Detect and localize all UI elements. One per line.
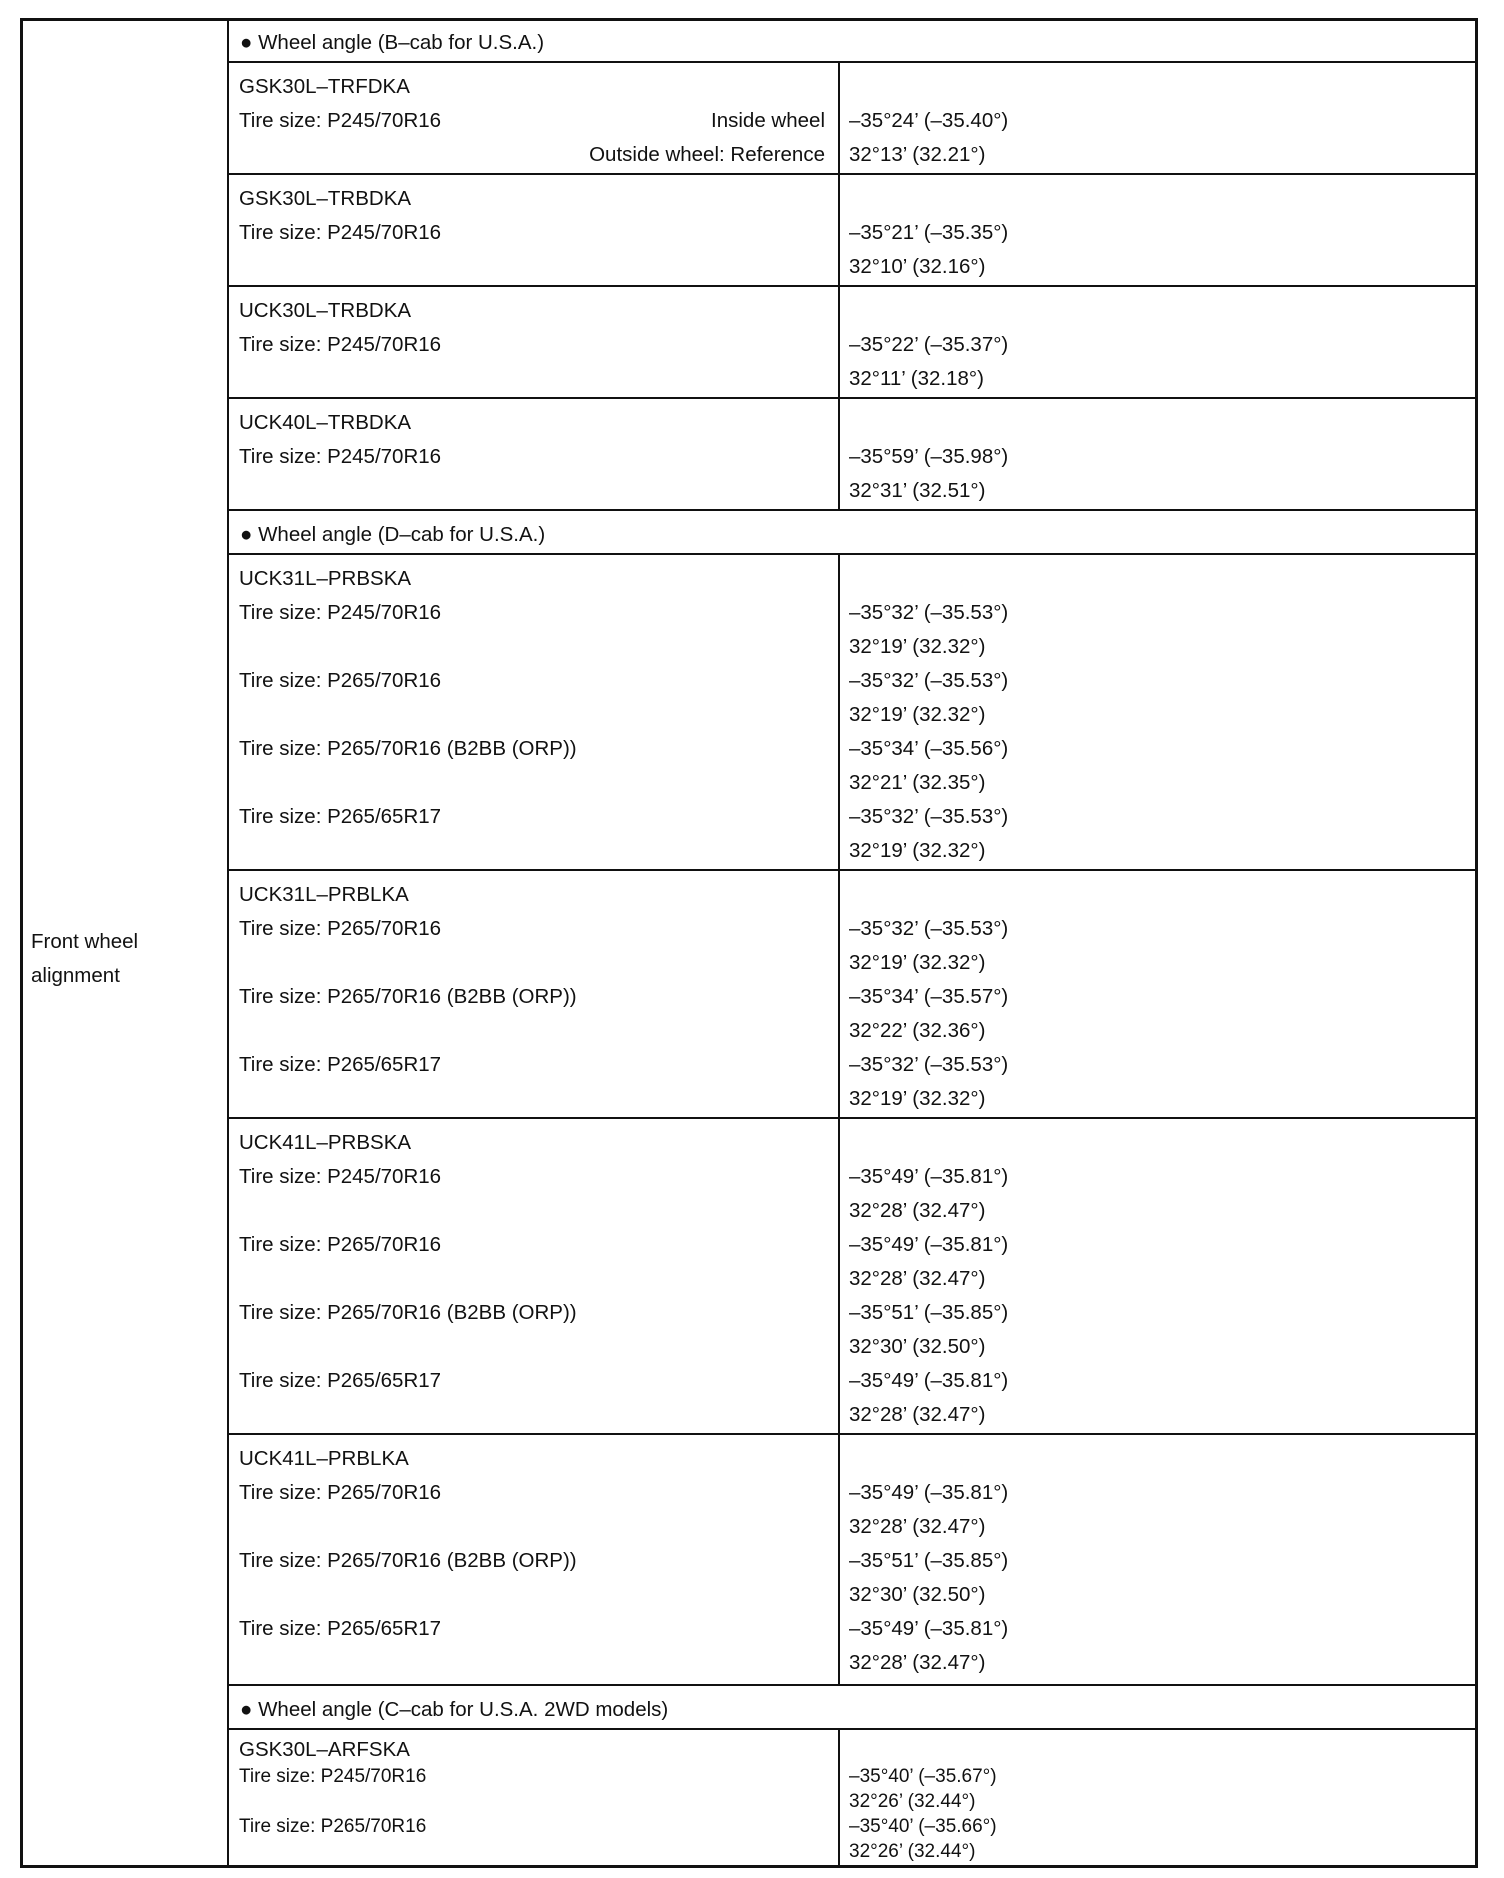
- row-divider: [227, 553, 1478, 555]
- tire-size-label: Tire size: P245/70R16: [239, 109, 442, 132]
- row-label-line-1: Front wheel: [31, 930, 139, 953]
- outside-wheel-value: 32°28’ (32.47°): [849, 1651, 986, 1674]
- outside-wheel-value: 32°28’ (32.47°): [849, 1515, 986, 1538]
- inside-wheel-value: –35°34’ (–35.56°): [849, 737, 1009, 760]
- inside-wheel-value: –35°22’ (–35.37°): [849, 333, 1009, 356]
- outside-wheel-value: 32°11’ (32.18°): [849, 367, 984, 390]
- outside-wheel-value: 32°31’ (32.51°): [849, 479, 986, 502]
- tire-size-label: Tire size: P265/70R16 (B2BB (ORP)): [239, 1301, 577, 1324]
- inside-wheel-value: –35°32’ (–35.53°): [849, 1053, 1009, 1076]
- label-column-divider: [227, 18, 229, 1868]
- tire-size-label: Tire size: P245/70R16: [239, 333, 442, 356]
- inside-wheel-value: –35°49’ (–35.81°): [849, 1233, 1009, 1256]
- row-divider: [227, 1684, 1478, 1686]
- model-code: UCK30L–TRBDKA: [239, 299, 412, 322]
- outside-wheel-value: 32°28’ (32.47°): [849, 1403, 986, 1426]
- section-heading: ● Wheel angle (C–cab for U.S.A. 2WD models): [240, 1698, 669, 1721]
- outside-wheel-value: 32°22’ (32.36°): [849, 1019, 986, 1042]
- inside-wheel-value: –35°32’ (–35.53°): [849, 669, 1009, 692]
- inside-wheel-value: –35°49’ (–35.81°): [849, 1617, 1009, 1640]
- row-divider: [227, 1728, 1478, 1730]
- tire-size-label: Tire size: P265/65R17: [239, 1369, 442, 1392]
- inside-wheel-value: –35°51’ (–35.85°): [849, 1301, 1009, 1324]
- model-code: GSK30L–ARFSKA: [239, 1738, 410, 1761]
- tire-size-label: Tire size: P265/70R16 (B2BB (ORP)): [239, 985, 577, 1008]
- tire-size-label: Tire size: P265/70R16: [239, 1233, 442, 1256]
- section-heading: ● Wheel angle (D–cab for U.S.A.): [240, 523, 546, 546]
- outside-wheel-value: 32°30’ (32.50°): [849, 1583, 986, 1606]
- outside-wheel-value: 32°21’ (32.35°): [849, 771, 986, 794]
- outside-wheel-value: 32°13’ (32.21°): [849, 143, 986, 166]
- inside-wheel-value: –35°24’ (–35.40°): [849, 109, 1009, 132]
- value-column-divider: [838, 1728, 840, 1868]
- outside-wheel-value: 32°10’ (32.16°): [849, 255, 986, 278]
- row-divider: [227, 397, 1478, 399]
- inside-wheel-value: –35°51’ (–35.85°): [849, 1549, 1009, 1572]
- inside-wheel-value: –35°40’ (–35.66°): [849, 1816, 997, 1837]
- section-heading: ● Wheel angle (B–cab for U.S.A.): [240, 31, 545, 54]
- outside-wheel-value: 32°19’ (32.32°): [849, 703, 986, 726]
- tire-size-label: Tire size: P265/65R17: [239, 1617, 442, 1640]
- table-border: [20, 18, 1478, 1868]
- outside-wheel-value: 32°19’ (32.32°): [849, 635, 986, 658]
- outside-wheel-value: 32°19’ (32.32°): [849, 951, 986, 974]
- inside-wheel-value: –35°49’ (–35.81°): [849, 1165, 1009, 1188]
- model-code: UCK31L–PRBSKA: [239, 567, 412, 590]
- row-divider: [227, 61, 1478, 63]
- inside-wheel-value: –35°32’ (–35.53°): [849, 601, 1009, 624]
- outside-wheel-value: 32°26’ (32.44°): [849, 1791, 976, 1812]
- tire-size-label: Tire size: P245/70R16: [239, 601, 442, 624]
- tire-size-label: Tire size: P265/70R16 (B2BB (ORP)): [239, 737, 577, 760]
- inside-wheel-value: –35°59’ (–35.98°): [849, 445, 1009, 468]
- model-code: GSK30L–TRBDKA: [239, 187, 412, 210]
- tire-size-label: Tire size: P265/65R17: [239, 805, 442, 828]
- outside-wheel-value: 32°28’ (32.47°): [849, 1267, 986, 1290]
- outside-wheel-value: 32°28’ (32.47°): [849, 1199, 986, 1222]
- outside-wheel-value: 32°19’ (32.32°): [849, 1087, 986, 1110]
- tire-size-label: Tire size: P265/70R16: [239, 1481, 442, 1504]
- outside-wheel-value: 32°19’ (32.32°): [849, 839, 986, 862]
- tire-size-label: Tire size: P245/70R16: [239, 1165, 442, 1188]
- tire-size-label: Tire size: P245/70R16: [239, 445, 442, 468]
- tire-size-label: Tire size: P265/70R16: [239, 1816, 427, 1837]
- outside-wheel-label: Outside wheel: Reference: [589, 143, 825, 166]
- tire-size-label: Tire size: P265/70R16: [239, 669, 442, 692]
- inside-wheel-value: –35°49’ (–35.81°): [849, 1369, 1009, 1392]
- model-code: UCK31L–PRBLKA: [239, 883, 409, 906]
- tire-size-label: Tire size: P265/65R17: [239, 1053, 442, 1076]
- outside-wheel-value: 32°26’ (32.44°): [849, 1841, 976, 1862]
- model-code: GSK30L–TRFDKA: [239, 75, 410, 98]
- row-divider: [227, 1117, 1478, 1119]
- model-code: UCK41L–PRBSKA: [239, 1131, 412, 1154]
- inside-wheel-value: –35°32’ (–35.53°): [849, 805, 1009, 828]
- row-divider: [227, 1433, 1478, 1435]
- outside-wheel-value: 32°30’ (32.50°): [849, 1335, 986, 1358]
- tire-size-label: Tire size: P265/70R16: [239, 917, 442, 940]
- tire-size-label: Tire size: P245/70R16: [239, 221, 442, 244]
- row-divider: [227, 509, 1478, 511]
- inside-wheel-value: –35°49’ (–35.81°): [849, 1481, 1009, 1504]
- row-divider: [227, 869, 1478, 871]
- row-divider: [227, 173, 1478, 175]
- model-code: UCK40L–TRBDKA: [239, 411, 412, 434]
- inside-wheel-value: –35°32’ (–35.53°): [849, 917, 1009, 940]
- row-label-line-2: alignment: [31, 964, 120, 987]
- tire-size-label: Tire size: P265/70R16 (B2BB (ORP)): [239, 1549, 577, 1572]
- inside-wheel-value: –35°40’ (–35.67°): [849, 1766, 997, 1787]
- inside-wheel-value: –35°34’ (–35.57°): [849, 985, 1009, 1008]
- tire-size-label: Tire size: P245/70R16: [239, 1766, 427, 1787]
- row-divider: [227, 285, 1478, 287]
- inside-wheel-label: Inside wheel: [711, 109, 825, 132]
- model-code: UCK41L–PRBLKA: [239, 1447, 409, 1470]
- inside-wheel-value: –35°21’ (–35.35°): [849, 221, 1009, 244]
